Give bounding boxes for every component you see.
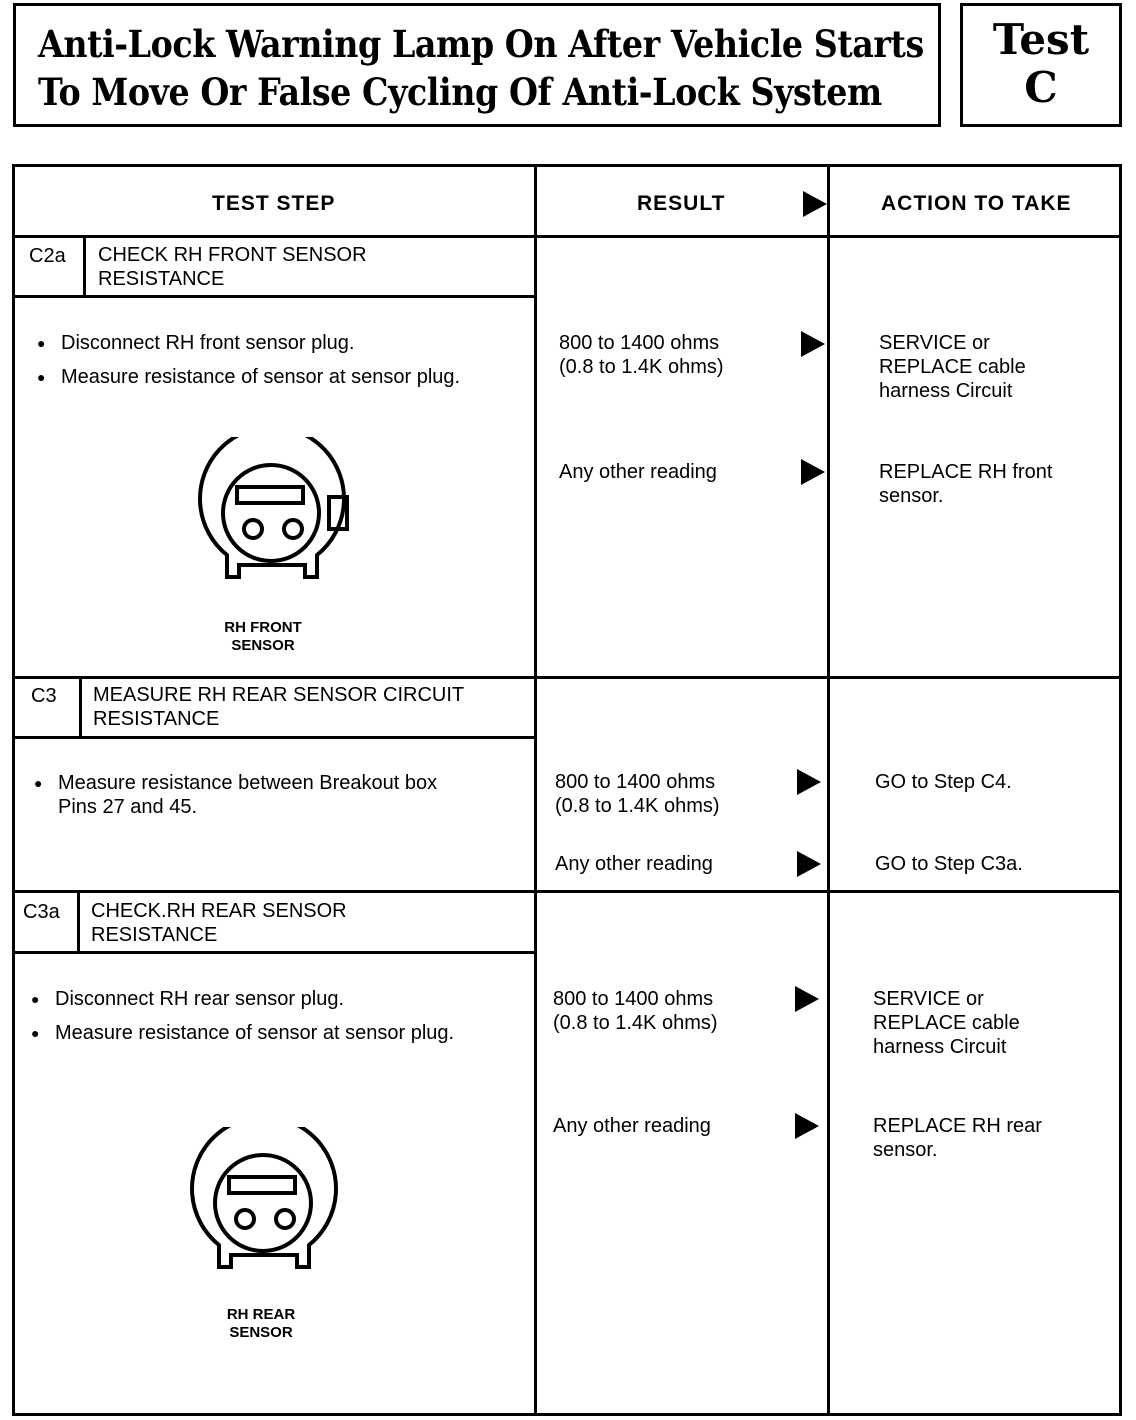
title-line-2: To Move Or False Cycling Of Anti-Lock System [38,70,882,114]
result-text: Any other reading [555,853,713,875]
caption-line: RH FRONT [224,619,302,636]
result-text [559,331,724,379]
action-line: REPLACE RH front [879,461,1053,483]
section-divider [15,676,1122,679]
title-line-1: Anti-Lock Warning Lamp On After Vehicle Starts [38,22,924,66]
action-line: REPLACE RH rear [873,1115,1042,1137]
sensor-caption [209,1306,313,1342]
action-text [879,460,1052,508]
result-line: (0.8 to 1.4K ohms) [559,356,724,378]
step-title-divider [15,295,534,298]
arrow-icon [801,459,825,485]
step-instructions [34,771,437,829]
list-item: ● Measure resistance of sensor at sensor plug. [37,365,460,389]
list-item: ● Disconnect RH rear sensor plug. [31,987,454,1011]
test-id-box [960,3,1122,127]
step-title-divider [15,951,534,954]
result-line: 800 to 1400 ohms [559,332,720,354]
step-title [91,899,347,947]
test-letter: C [1024,63,1058,112]
result-text: Any other reading [553,1115,711,1137]
list-item [34,771,437,819]
sensor-caption [211,619,315,655]
step-id: C2a [29,245,66,267]
action-line: sensor. [879,485,944,507]
step-id-divider [83,235,86,298]
action-line: harness Circuit [879,380,1013,402]
list-item: ● Measure resistance of sensor at sensor plug. [31,1021,454,1045]
step-title-line: MEASURE RH REAR SENSOR CIRCUIT [93,684,465,706]
arrow-icon [797,851,821,877]
action-line: sensor. [873,1139,938,1161]
sensor-connector-icon [187,437,357,607]
action-text: GO to Step C3a. [875,853,1023,875]
step-id-divider [79,676,82,739]
step-instructions [31,987,454,1055]
bullet-line: Pins 27 and 45. [58,796,197,818]
action-text [873,1114,1042,1162]
result-line: (0.8 to 1.4K ohms) [555,795,720,817]
result-text [555,770,720,818]
test-word: Test [992,15,1090,64]
arrow-icon [803,191,827,217]
step-title-line: RESISTANCE [91,924,218,946]
title-box [13,3,941,127]
arrow-icon [801,331,825,357]
action-line: SERVICE or [873,988,984,1010]
result-line: 800 to 1400 ohms [553,988,714,1010]
action-text [873,987,1020,1059]
step-id: C3a [23,901,60,923]
caption-line: SENSOR [231,637,295,654]
page-title [38,20,924,116]
section-divider [15,890,1122,893]
action-line: REPLACE cable [873,1012,1020,1034]
header-result: RESULT [637,192,726,215]
step-id: C3 [31,685,57,707]
list-item: ● Disconnect RH front sensor plug. [37,331,460,355]
step-title [98,243,367,291]
step-title [93,683,464,731]
arrow-icon [797,769,821,795]
result-line: 800 to 1400 ohms [555,771,716,793]
action-line: REPLACE cable [879,356,1026,378]
step-title-line: CHECK RH FRONT SENSOR [98,244,367,266]
header-action: ACTION TO TAKE [881,192,1072,215]
result-text [553,987,718,1035]
bullet-line: ● Measure resistance between Breakout box [58,772,438,794]
column-divider [534,167,537,1416]
step-title-line: RESISTANCE [93,708,220,730]
caption-line: SENSOR [229,1324,293,1341]
action-line: harness Circuit [873,1036,1007,1058]
arrow-icon [795,986,819,1012]
test-label [963,16,1119,112]
step-instructions [37,331,460,399]
sensor-connector-icon [179,1127,349,1297]
arrow-icon [795,1113,819,1139]
result-line: (0.8 to 1.4K ohms) [553,1012,718,1034]
step-title-line: CHECK.RH REAR SENSOR [91,900,347,922]
step-title-divider [15,736,534,739]
step-id-divider [77,890,80,954]
action-line: SERVICE or [879,332,990,354]
caption-line: RH REAR [226,1306,296,1323]
column-divider [827,167,830,1416]
step-title-line: RESISTANCE [98,268,225,290]
header-divider [15,235,1122,238]
header-test-step: TEST STEP [212,192,336,215]
procedure-table [12,164,1122,1416]
action-text: GO to Step C4. [875,771,1012,793]
action-text [879,331,1026,403]
result-text: Any other reading [559,461,717,483]
